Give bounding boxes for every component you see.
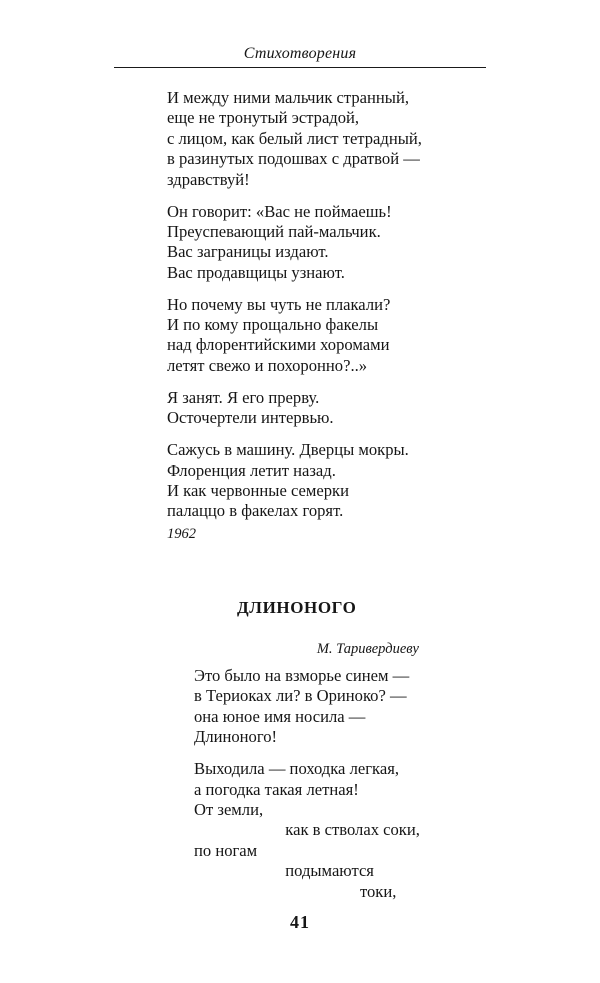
poem-line: с лицом, как белый лист тетрадный,: [167, 128, 422, 148]
poem-line: еще не тронутый эстрадой,: [167, 108, 360, 128]
poem-line: Вас продавщицы узнают.: [167, 262, 345, 282]
poem-line: Выходила — походка легкая,: [194, 759, 399, 779]
stanza: [194, 759, 420, 902]
poem-line: здравствуй!: [167, 169, 250, 189]
poem-date: 1962: [167, 526, 196, 542]
stanza: [167, 388, 422, 429]
poem-line: палаццо в факелах горят.: [167, 501, 344, 521]
poem-line: Осточертели интервью.: [167, 408, 334, 428]
poem-line: летят свежо и похоронно?..»: [167, 355, 368, 375]
poem-line: она юное имя носила —: [194, 706, 366, 726]
poem-line: Длиноного!: [194, 727, 278, 747]
poem-line: От земли,: [194, 799, 264, 819]
stanza: [167, 88, 422, 190]
page-number: 41: [290, 912, 310, 932]
stanza: [167, 440, 422, 522]
poem-line: как в стволах соки,: [194, 820, 420, 840]
poem-dedication: М. Таривердиеву: [316, 641, 419, 657]
stanza: [167, 295, 422, 377]
poem-line: над флорентийскими хоромами: [167, 335, 390, 355]
poem-line: И как червонные семерки: [167, 480, 350, 500]
running-head: Стихотворения: [243, 45, 357, 62]
poem-title: ДЛИНОНОГО: [237, 598, 357, 617]
stanza: [194, 666, 420, 748]
poem-dlinonogo: [194, 666, 420, 913]
poem-line: Я занят. Я его прерву.: [167, 387, 320, 407]
poem-line: Это было на взморье синем —: [194, 666, 410, 685]
poem-line: Сажусь в машину. Дверцы мокры.: [167, 440, 409, 460]
poem-line: а погодка такая летная!: [194, 779, 359, 799]
stanza: [167, 202, 422, 284]
poem-line: И между ними мальчик странный,: [167, 88, 409, 107]
poem-line: Преуспевающий пай-мальчик.: [167, 221, 381, 241]
poem-line: по ногам: [194, 840, 258, 860]
poem-line: И по кому прощально факелы: [167, 315, 379, 335]
poem-line: Но почему вы чуть не плакали?: [167, 294, 391, 314]
poem-line: в разинутых подошвах с дратвой —: [167, 149, 420, 169]
poem-line: Вас заграницы издают.: [167, 242, 329, 262]
header-rule: [114, 67, 486, 68]
poem-line: подымаются: [194, 861, 374, 881]
poem-continued: [167, 88, 422, 533]
poem-line: Он говорит: «Вас не поймаешь!: [167, 201, 392, 221]
poem-line: токи,: [194, 881, 397, 901]
poem-line: Флоренция летит назад.: [167, 460, 336, 480]
poem-line: в Териоках ли? в Ориноко? —: [194, 686, 407, 706]
